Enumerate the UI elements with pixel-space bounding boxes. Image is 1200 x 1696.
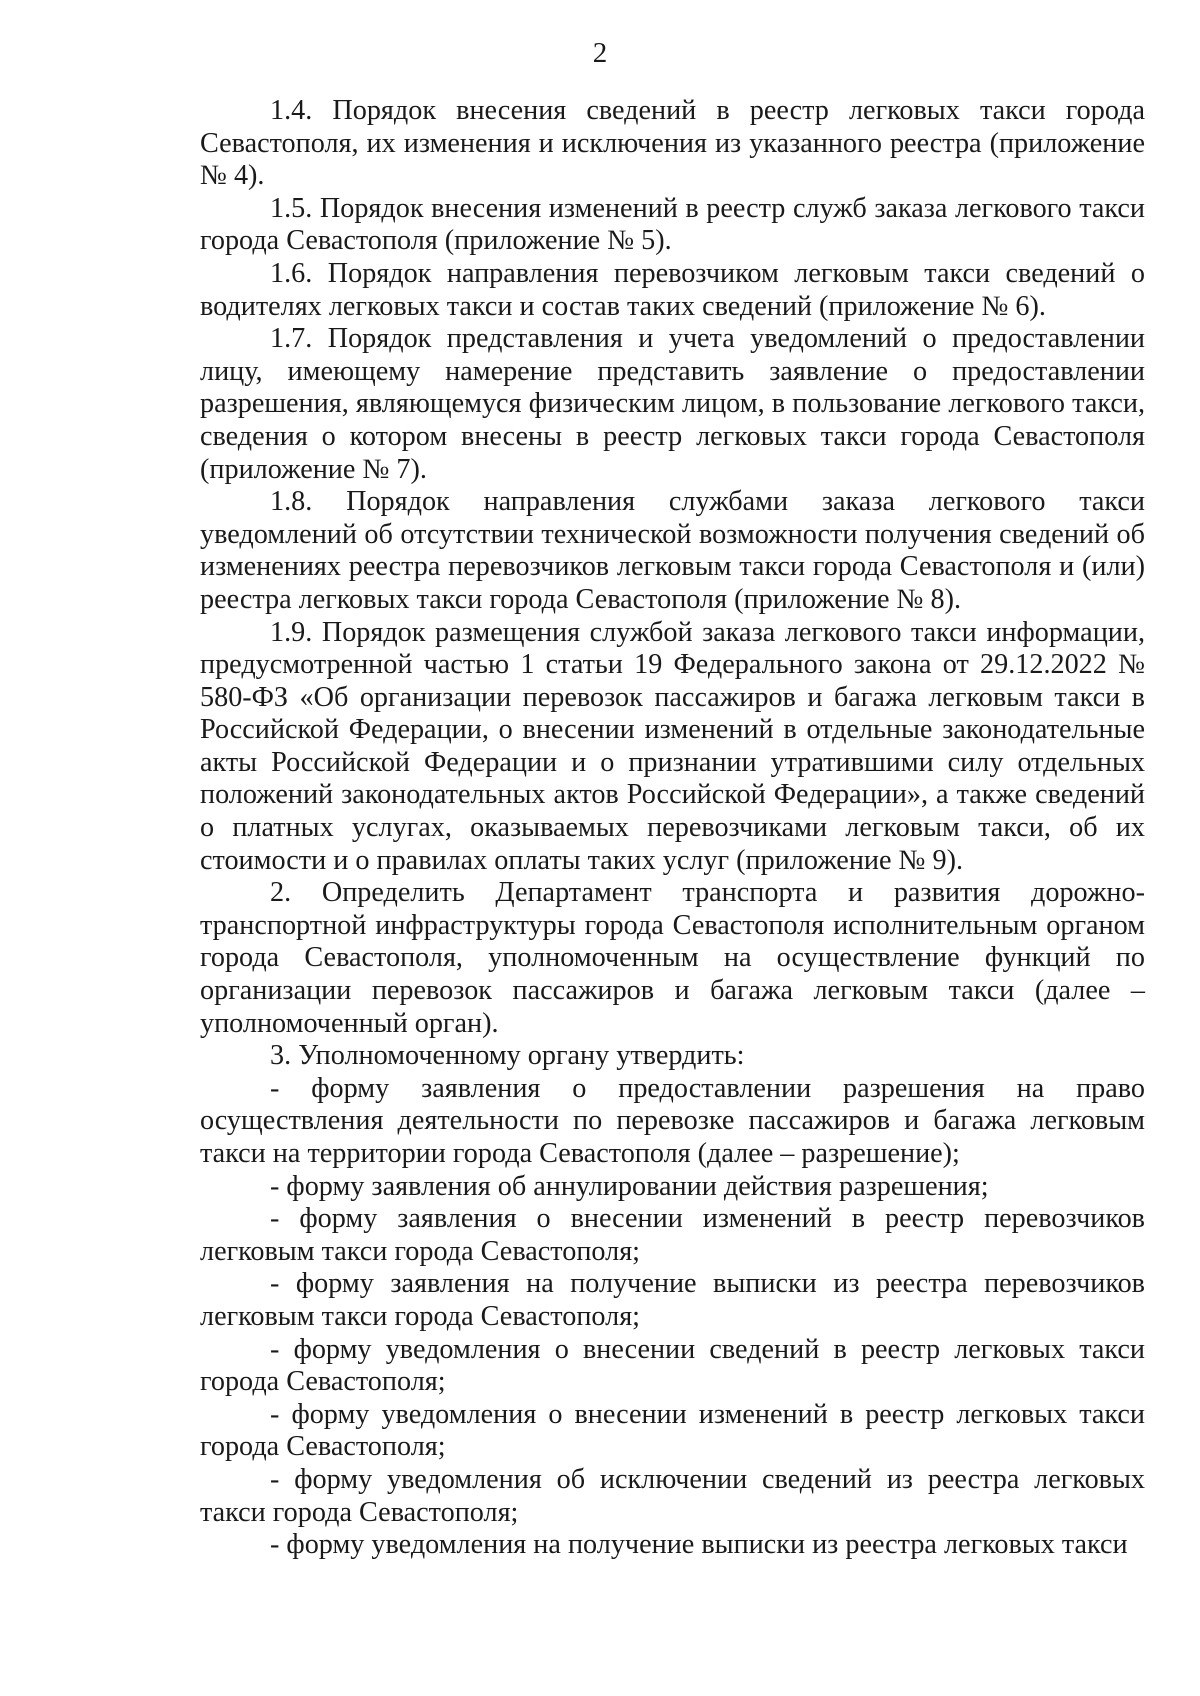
list-item: - форму уведомления о внесении сведений в реестр легковых такси города Севастополя; [200,1333,1145,1398]
paragraph-1-6: 1.6. Порядок направления перевозчиком легковым такси сведений о водителях легковых такси и состав таких сведений (приложение № 6). [200,257,1145,322]
list-item: - форму заявления о предоставлении разрешения на право осуществления деятельности по перевозке пассажиров и багажа легковым такси на территории города Севастополя (далее – разрешение); [200,1072,1145,1169]
paragraph-2: 2. Определить Департамент транспорта и развития дорожно-транспортной инфраструктуры города Севастополя исполнительным органом города Севастополя, уполномоченным на осуществление функций по организации перевозок пассажиров и багажа легковым такси (далее – уполномоченный орган). [200,877,1145,1039]
list-item: - форму заявления на получение выписки из реестра перевозчиков легковым такси города Севастополя; [200,1268,1145,1332]
paragraph-1-9: 1.9. Порядок размещения службой заказа легкового такси информации, предусмотренной частью 1 статьи 19 Федерального закона от 29.12.2022 № 580-ФЗ «Об организации перевозок пассажиров и багажа легковым такси в Российской Федерации, о внесении изменений в отдельные законодательные акты Российской Федерации и о признании утратившими силу отдельных положений законодательных актов Российской Федерации», а также сведений о платных услугах, оказываемых перевозчиками легковым такси, об их стоимости и о правилах оплаты таких услуг (приложение № 9). [200,616,1145,876]
list-item: - форму заявления о внесении изменений в реестр перевозчиков легковым такси города Севастополя; [200,1203,1145,1267]
paragraph-1-4: 1.4. Порядок внесения сведений в реестр легковых такси города Севастополя, их изменения и исключения из указанного реестра (приложение № 4). [200,95,1145,192]
list-item: - форму заявления об аннулировании действия разрешения; [270,1170,989,1202]
paragraph-1-8: 1.8. Порядок направления службами заказа легкового такси уведомлений об отсутствии технической возможности получения сведений об изменениях реестра перевозчиков легковым такси города Севастополя и (или) реестра легковых такси города Севастополя (приложение № 8). [200,486,1145,615]
list-item: - форму уведомления об исключении сведений из реестра легковых такси города Севастополя; [200,1463,1145,1528]
paragraph-3: 3. Уполномоченному органу утвердить: [270,1040,745,1072]
document-body [200,95,1145,1562]
page-number: 2 [592,37,608,69]
list-item: - форму уведомления о внесении изменений в реестр легковых такси города Севастополя; [200,1398,1145,1463]
paragraph-1-5: 1.5. Порядок внесения изменений в реестр служб заказа легкового такси города Севастополя (приложение № 5). [200,192,1145,257]
list-item: - форму уведомления на получение выписки из реестра легковых такси [270,1529,1128,1561]
paragraph-1-7: 1.7. Порядок представления и учета уведомлений о предоставлении лицу, имеющему намерение представить заявление о предоставлении разрешения, являющемуся физическим лицом, в пользование легкового такси, сведения о котором внесены в реестр легковых такси города Севастополя (приложение № 7). [200,323,1145,485]
